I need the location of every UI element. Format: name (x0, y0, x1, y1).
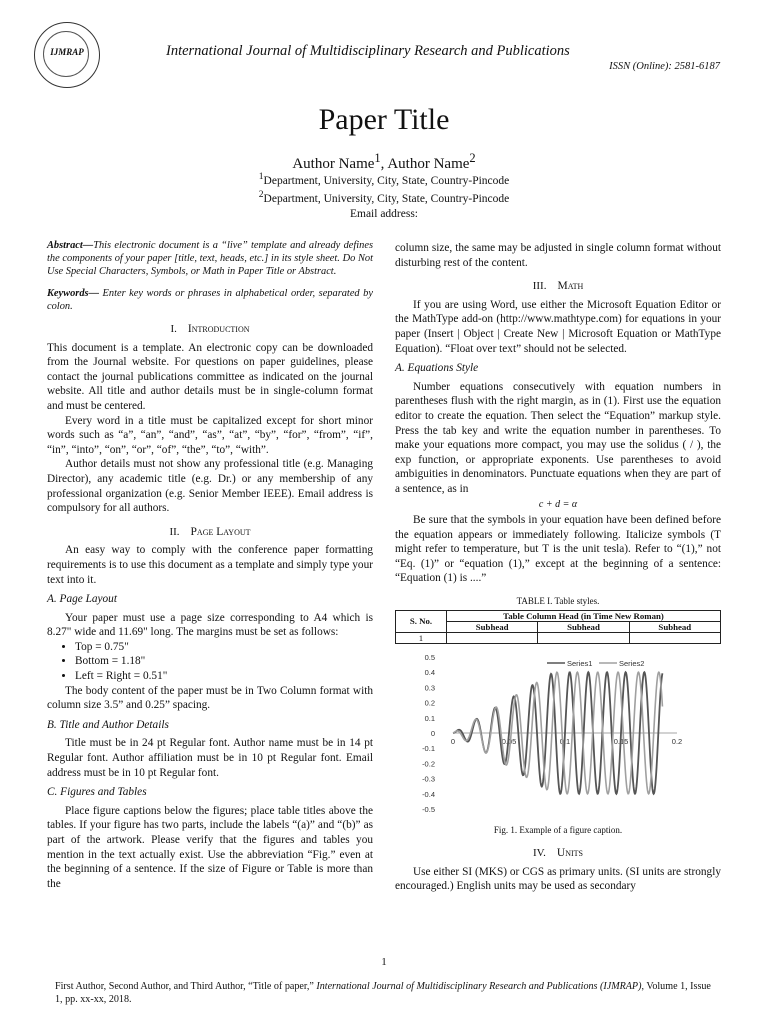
page-number: 1 (381, 956, 387, 968)
table-cell (538, 632, 629, 643)
y-tick-label: 0.1 (424, 713, 435, 723)
subsection-page-layout: A. Page Layout (47, 593, 117, 606)
author-2: Author Name (387, 156, 470, 172)
figures-tables-paragraph: Place figure captions below the figures; place table titles above the tables. If your figure has two parts, include the labels “(a)” and “(b)” as part of the artwork. Please verify that the figures and tables you mention in the text actually exist. Use the abbreviation “Fig.” even at the beginning of a sentence. If the size of Figure or Table is more than the (47, 804, 373, 890)
table-caption: TABLE I. Table styles. (516, 596, 600, 607)
table-header-main: Table Column Head (in Time New Roman) (447, 610, 721, 621)
affiliations (0, 170, 768, 221)
equations-paragraph-1: Number equations consecutively with equation numbers in parentheses flush with the right margin, as in (1). First use the equation editor to create the equation. Then select the “Equation” markup style. Press the tab key and write the equation number in parentheses. To make your equations more compact, you may use the solidus ( / ), the exp function, or appropriate exponents. Use parentheses to avoid ambiguities in denominators. Punctuate equations when they are part of a sentence, as in (395, 380, 721, 495)
math-paragraph: If you are using Word, use either the Microsoft Equation Editor or the MathType add-on (http://www.mathtype.com) for equations in your paper (Insert | Object | Create New | Microsoft Equation or MathType Equation). “Float over text” should not be selected. (395, 298, 721, 355)
email-line: Email address: (349, 207, 419, 220)
author-1: Author Name (292, 156, 375, 172)
right-column (395, 241, 721, 894)
page-layout-paragraph: Your paper must use a page size corresponding to A4 which is 8.27" wide and 11.69" long. The margins must be set as follows: (47, 611, 373, 639)
y-tick-label: -0.4 (422, 789, 435, 799)
y-tick-label: -0.5 (422, 804, 435, 814)
y-tick-label: -0.3 (422, 774, 435, 784)
table-cell (629, 632, 720, 643)
equation: c + d = α (538, 498, 578, 510)
layout-paragraph-1: An easy way to comply with the conference paper formatting requirements is to use this document as a template and simply type your text into it. (47, 544, 373, 586)
line-chart (395, 649, 721, 815)
y-tick-label: 0.5 (424, 652, 435, 662)
y-tick-label: 0 (430, 728, 435, 738)
subsection-equations-style: A. Equations Style (395, 362, 479, 375)
y-tick-label: 0.3 (424, 683, 435, 693)
section-heading-page-layout: II. Page Layout (169, 525, 251, 538)
issn: ISSN (Online): 2581-6187 (609, 61, 720, 72)
section-heading-math: III. Math (532, 280, 584, 293)
y-tick-label: -0.2 (422, 759, 435, 769)
x-tick-label: 0.15 (613, 736, 629, 746)
affiliation-1: $^1$Department, University, City, State, Country-Pincode (258, 171, 510, 187)
figure-1-chart (395, 649, 721, 815)
section-heading-introduction: I. Introduction (170, 323, 250, 335)
journal-name: International Journal of Multidisciplinary Research and Publications (166, 43, 570, 59)
list-item: • Top = 0.75" (75, 640, 373, 655)
logo-text: IJMRAP (50, 47, 84, 57)
author-names: Author Name$^1$, Author Name$^2$ (292, 151, 476, 172)
intro-paragraph-2: Every word in a title must be capitalized except for short minor words such as “a”, “an”, “and”, “as”, “at”, “by”, “for”, “from”, “if”, “in”, “into”, “on”, “or”, “of”, “the”, “to”, “with”. (47, 414, 373, 456)
affiliation-2: $^2$Department, University, City, State, Country-Pincode (258, 189, 510, 206)
styles-table (395, 610, 721, 644)
margins-list (47, 640, 373, 684)
y-tick-label: -0.1 (422, 743, 435, 753)
intro-paragraph-1: This document is a template. An electronic copy can be downloaded from the Journal website. For questions on paper guidelines, please contact the journal publications committee as indicated on the journal website. All title and author details must be in single-column format and must be centered. (47, 341, 373, 412)
table-subhead: Subhead (447, 621, 538, 632)
x-tick-label: 0.1 (559, 736, 571, 746)
intro-paragraph-3: Author details must not show any professional title (e.g. Managing Director), any academic title (e.g. Dr.) or any membership of any professional organization (e.g. Senior Member IEEE). Email address is compulsory for all authors. (47, 458, 373, 515)
table-cell: 1 (396, 632, 447, 643)
y-tick-label: 0.4 (424, 667, 435, 677)
list-item: • Left = Right = 0.51" (75, 669, 373, 684)
figure-caption: Fig. 1. Example of a figure caption. (493, 824, 623, 835)
x-tick-label: 0.05 (501, 736, 517, 746)
legend-label: Series1 (567, 658, 593, 668)
table-cell (447, 632, 538, 643)
footer-citation: First Author, Second Author, and Third Author, “Title of paper,” International Journal of Multidisciplinary Research and Publications (IJMRAP), Volume 1, Issue 1, pp. xx-xx, 2018. (55, 981, 711, 1005)
paper-title: Paper Title (318, 103, 450, 136)
list-item: • Bottom = 1.18" (75, 654, 373, 669)
legend-label: Series2 (619, 658, 645, 668)
subsection-title-author: B. Title and Author Details (47, 718, 169, 731)
title-author-paragraph: Title must be in 24 pt Regular font. Author name must be in 14 pt Regular font. Author affiliation must be in 10 pt Regular font. Email address must be in 10 pt Regular font. (47, 737, 373, 779)
left-column (47, 239, 373, 891)
abstract: Abstract—This electronic document is a “live” template and already defines the components of your paper [title, text, heads, etc.] in its style sheet. Do Not Use Special Characters, Symbols, or Math in Paper Title or Abstract. (47, 240, 373, 277)
table-header-sno: S. No. (396, 610, 447, 632)
continued-paragraph: column size, the same may be adjusted in single column format without disturbing rest of the content. (395, 242, 721, 269)
x-tick-label: 0 (450, 736, 456, 746)
journal-logo (34, 22, 100, 88)
section-heading-units: IV. Units (532, 847, 584, 860)
y-tick-label: 0.2 (424, 698, 435, 708)
subsection-figures-tables: C. Figures and Tables (47, 786, 147, 799)
units-paragraph: Use either SI (MKS) or CGS as primary units. (SI units are strongly encouraged.) English units may be used as secondary (395, 865, 721, 893)
x-tick-label: 0.2 (671, 736, 683, 746)
equations-paragraph-2: Be sure that the symbols in your equation have been defined before the equation appears or immediately following. Italicize symbols (T might refer to temperature, but T is the unit tesla). Refer to “(1),” not “Eq. (1)” or “equation (1),” except at the beginning of a sentence: “Equation (1) is ....” (395, 514, 721, 585)
table-subhead: Subhead (538, 621, 629, 632)
table-row (396, 632, 721, 643)
table-subhead: Subhead (629, 621, 720, 632)
column-format-paragraph: The body content of the paper must be in Two Column format with column size 3.5” and 0.25” spacing. (47, 684, 373, 712)
keywords: Keywords— Enter key words or phrases in alphabetical order, separated by colon. (47, 288, 373, 312)
